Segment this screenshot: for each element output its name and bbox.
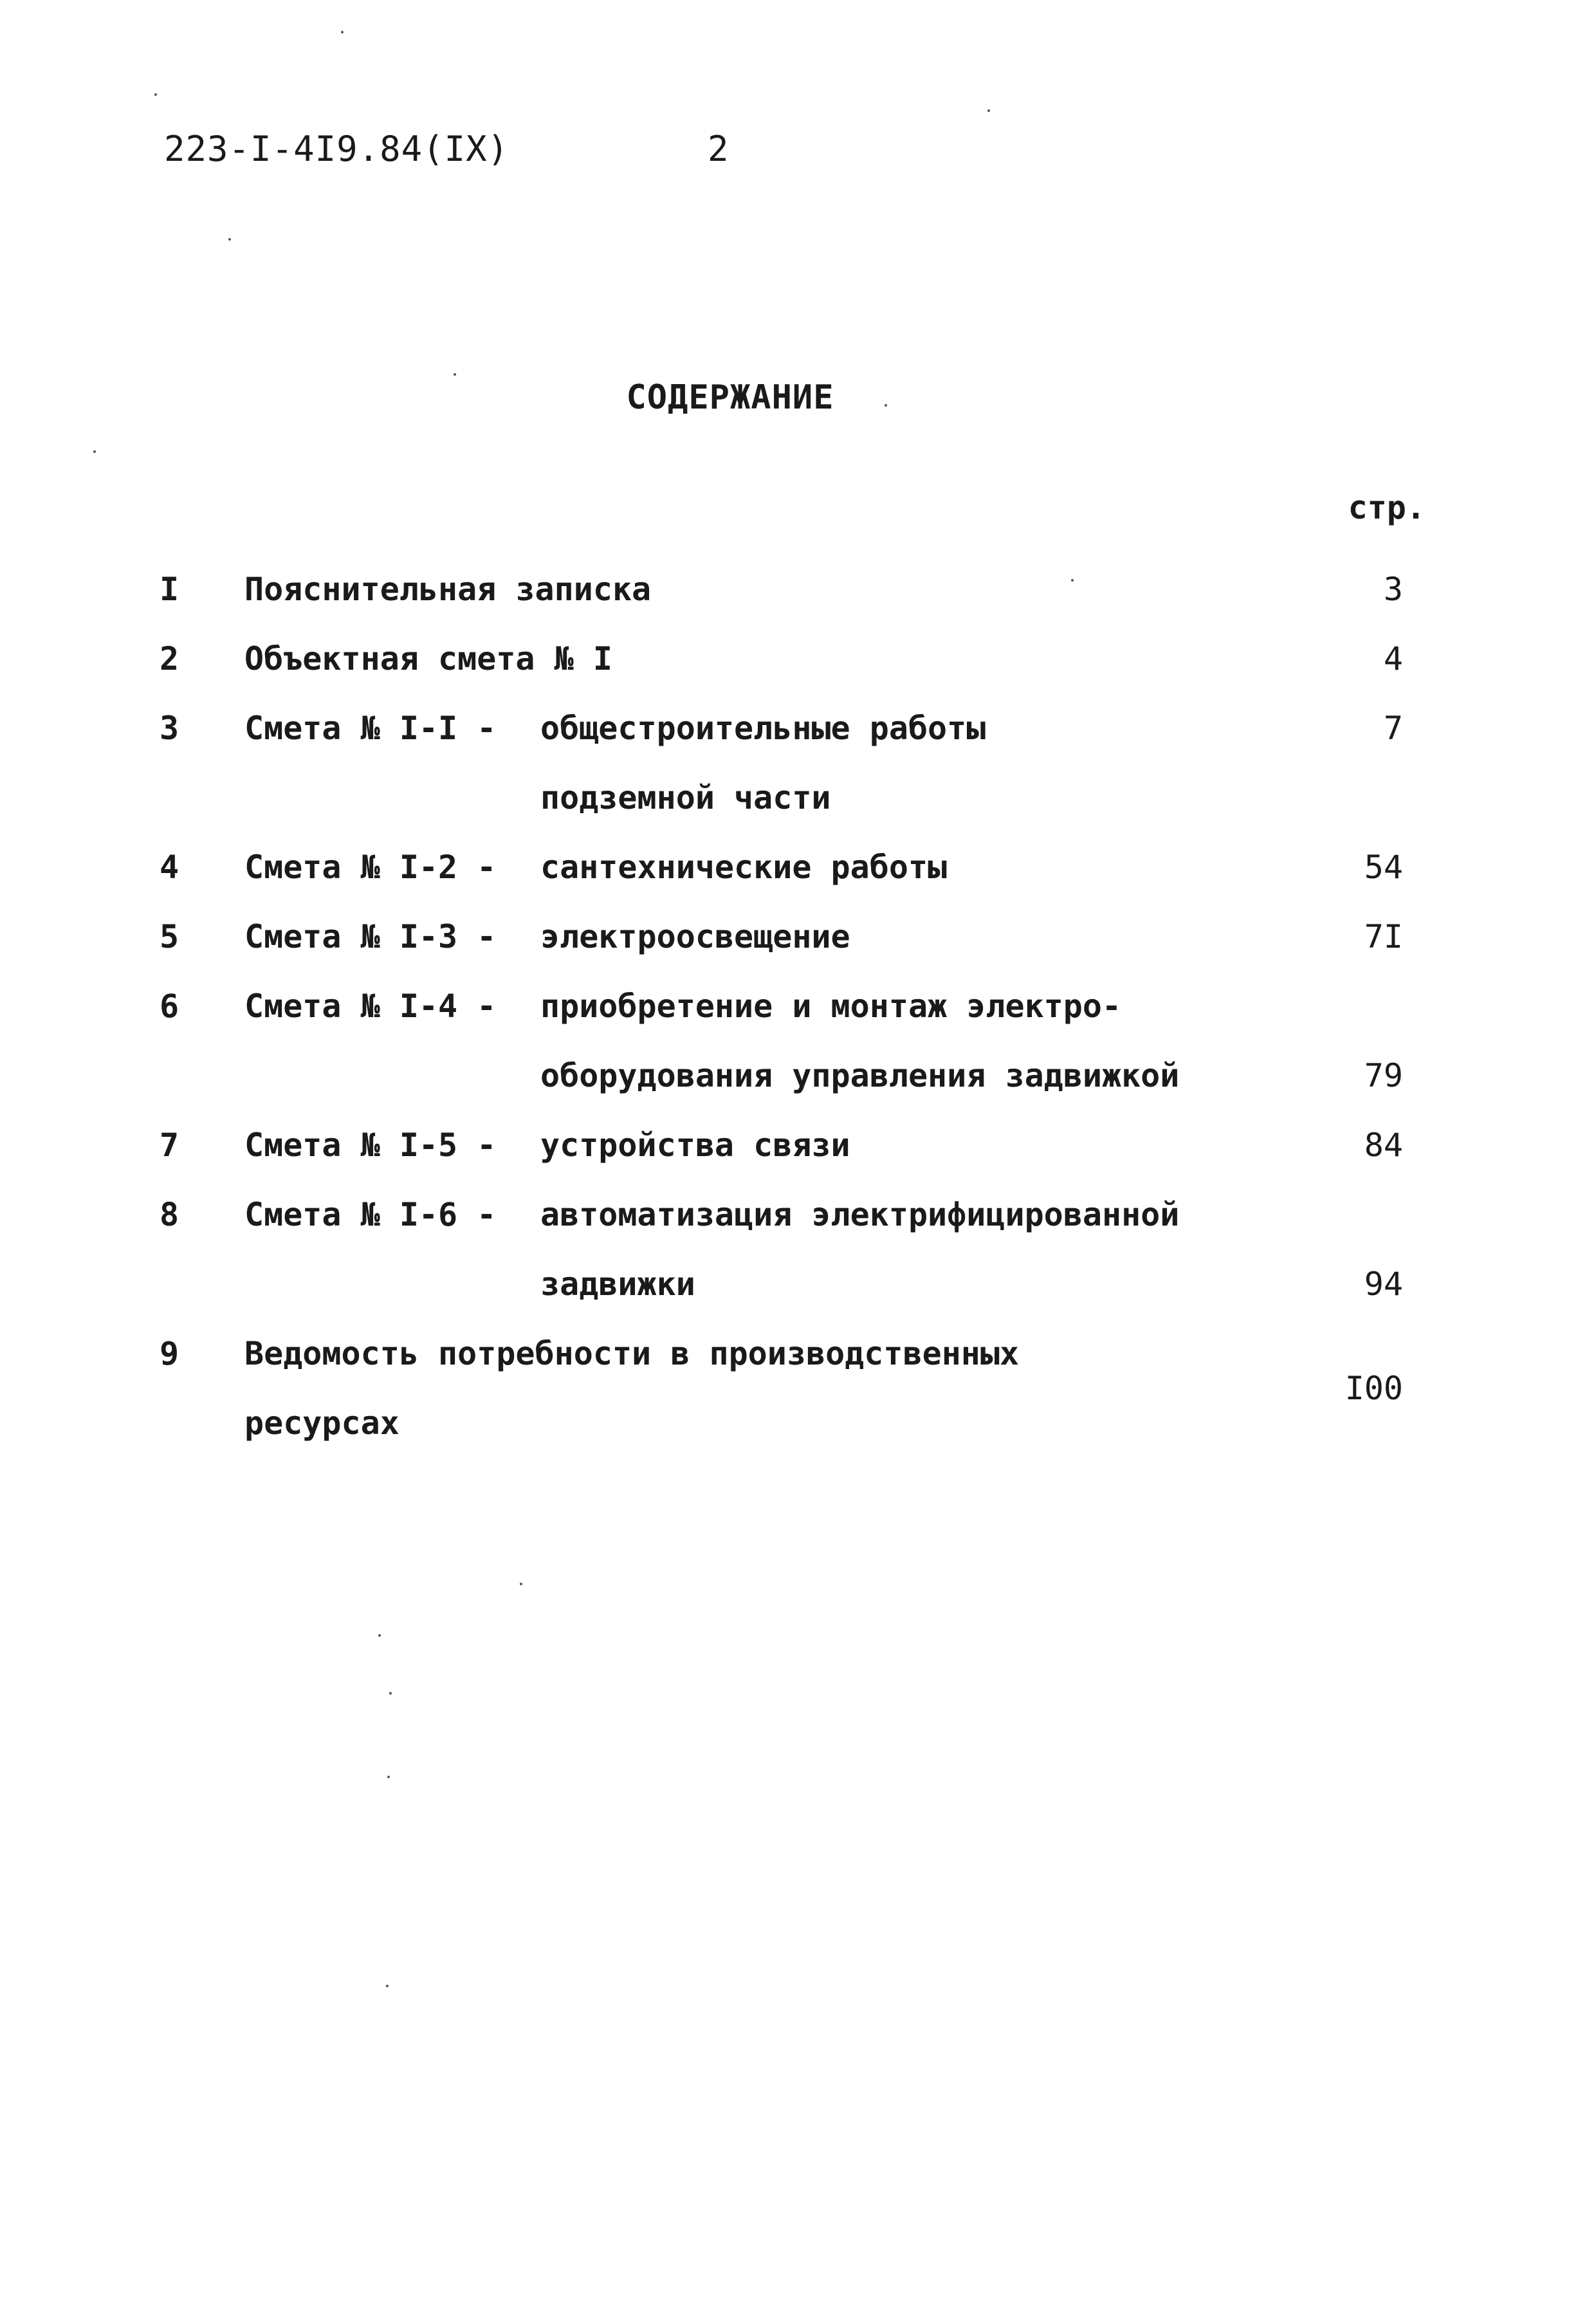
- toc-row-estimate-label: Смета № I-3 -: [244, 918, 497, 955]
- toc-row-description-continued: оборудования управления задвижкой: [540, 1057, 1180, 1094]
- toc-row-page: 7I: [1364, 918, 1403, 955]
- scan-speck: [341, 31, 344, 33]
- toc-row-estimate-label: Смета № I-6 -: [244, 1196, 497, 1233]
- toc-row-description: электроосвещение: [540, 918, 850, 955]
- toc-row-number: 9: [160, 1335, 179, 1372]
- scan-speck: [154, 93, 157, 96]
- toc-row-number: 2: [160, 640, 179, 677]
- toc-row-description: сантехнические работы: [540, 849, 948, 886]
- toc-row-title: Ведомость потребности в производственных: [244, 1335, 1020, 1372]
- toc-row-page: 7: [1383, 710, 1403, 747]
- toc-row-page: I00: [1344, 1370, 1403, 1407]
- toc-row-number: 7: [160, 1127, 179, 1164]
- scan-speck: [1071, 579, 1074, 582]
- toc-row-title-continued: ресурсах: [244, 1404, 399, 1442]
- toc-row-number: 8: [160, 1196, 179, 1233]
- toc-row-number: 5: [160, 918, 179, 955]
- document-code: 223-I-4I9.84(IX): [164, 129, 509, 169]
- page-column-label: стр.: [1348, 489, 1426, 526]
- toc-row-description: приобретение и монтаж электро-: [540, 988, 1122, 1025]
- scan-speck: [454, 373, 456, 376]
- toc-row-description: автоматизация электрифицированной: [540, 1196, 1180, 1233]
- toc-row-estimate-label: Смета № I-5 -: [244, 1127, 497, 1164]
- scan-speck: [987, 109, 990, 112]
- toc-title: СОДЕРЖАНИЕ: [626, 378, 834, 417]
- toc-row-estimate-label: Смета № I-2 -: [244, 849, 497, 886]
- toc-row-page: 84: [1364, 1127, 1403, 1164]
- toc-row-page: 54: [1364, 849, 1403, 886]
- scan-speck: [386, 1985, 389, 1987]
- toc-row-number: 3: [160, 710, 179, 747]
- scan-speck: [885, 404, 887, 407]
- toc-row-page: 79: [1364, 1057, 1403, 1094]
- scan-speck: [387, 1776, 390, 1778]
- scan-speck: [520, 1583, 522, 1585]
- toc-row-description-continued: подземной части: [540, 779, 831, 816]
- scan-speck: [378, 1634, 381, 1637]
- toc-row-page: 3: [1383, 571, 1403, 608]
- toc-row-number: 4: [160, 849, 179, 886]
- toc-row-number: I: [160, 571, 179, 608]
- toc-row-description-continued: задвижки: [540, 1265, 695, 1303]
- toc-row-estimate-label: Смета № I-I -: [244, 710, 497, 747]
- toc-row-title: Объектная смета № I: [244, 640, 612, 677]
- toc-row-title: Пояснительная записка: [244, 571, 652, 608]
- toc-row-estimate-label: Смета № I-4 -: [244, 988, 497, 1025]
- toc-row-description: устройства связи: [540, 1127, 850, 1164]
- scan-speck: [93, 450, 96, 453]
- toc-row-page: 4: [1383, 640, 1403, 677]
- toc-row-description: общестроительные работы: [540, 710, 986, 747]
- scan-speck: [228, 238, 231, 241]
- page-number: 2: [708, 129, 729, 169]
- toc-row-number: 6: [160, 988, 179, 1025]
- scan-speck: [389, 1692, 392, 1695]
- toc-row-page: 94: [1364, 1265, 1403, 1303]
